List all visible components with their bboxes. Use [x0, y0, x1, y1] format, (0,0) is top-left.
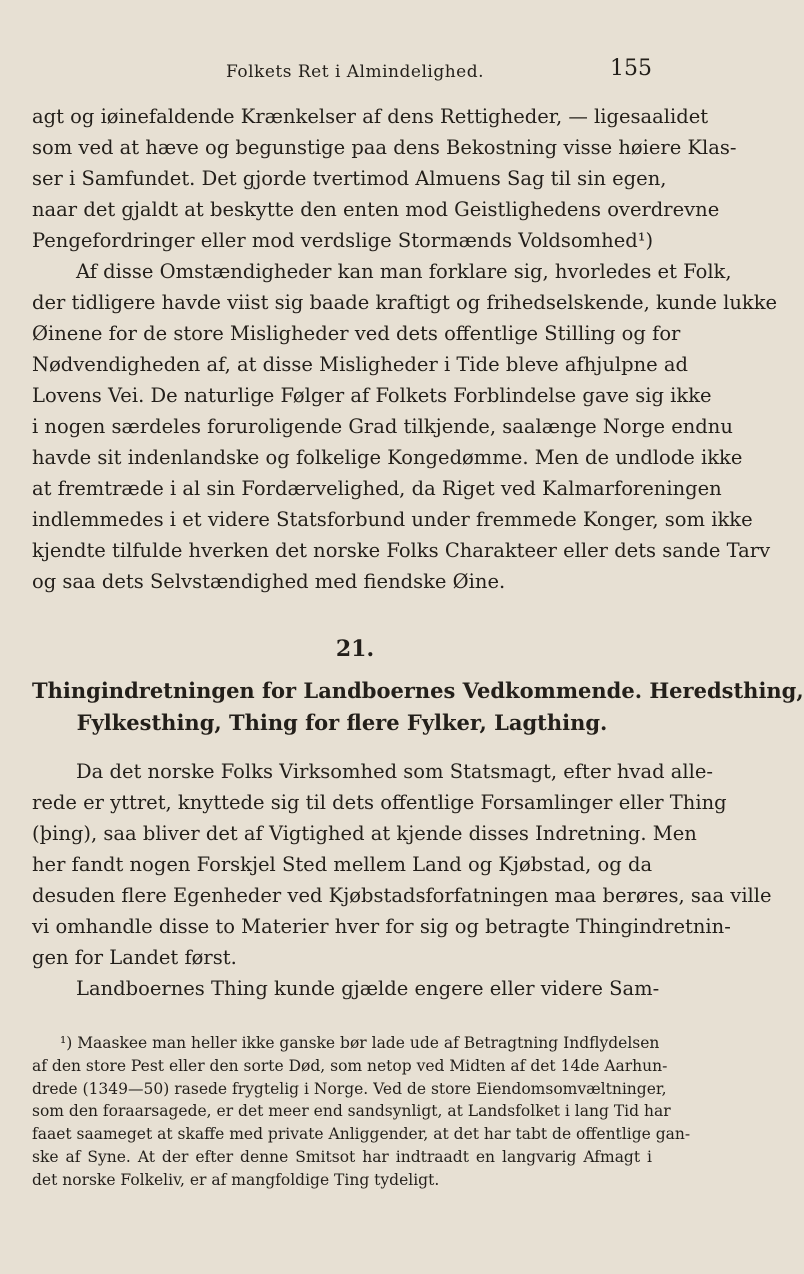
text-line: og saa dets Selvstændighed med fiendske Øine. [32, 570, 506, 593]
text-line: i nogen særdeles foruroligende Grad tilkjende, saalænge Norge endnu [32, 415, 733, 438]
text-line: vi omhandle disse to Materier hver for sig og betragte Thingindretnin- [32, 915, 731, 938]
footnote-line: ¹) Maaskee man heller ikke ganske bør lade ude af Betragtning Indflydelsen [60, 1034, 660, 1052]
text-line: ser i Samfundet. Det gjorde tvertimod Almuens Sag til sin egen, [32, 167, 667, 190]
text-line: (þing), saa bliver det af Vigtighed at kjende disses Indretning. Men [32, 822, 697, 845]
footnote-line: af den store Pest eller den sorte Død, som netop ved Midten af det 14de Aarhun- [32, 1056, 668, 1075]
text-line: der tidligere havde viist sig baade kraftigt og frihedselskende, kunde lukke [32, 291, 778, 314]
footnote-line: faaet saameget at skaffe med private Anliggender, at det har tabt de offentlige gan- [32, 1125, 691, 1144]
footnote-line: det norske Folkeliv, er af mangfoldige Ting tydeligt. [32, 1170, 440, 1189]
text-line: Da det norske Folks Virksomhed som Statsmagt, efter hvad alle- [76, 760, 713, 783]
page-header [0, 56, 710, 90]
section-title [32, 675, 804, 739]
text-line: Nødvendigheden af, at disse Misligheder i Tide bleve afhjulpne ad [32, 353, 689, 376]
text-line: som ved at hæve og begunstige paa dens Bekostning visse høiere Klas- [32, 136, 737, 159]
footnote-line: som den foraarsagede, er det meer end sandsynligt, at Landsfolket i lang Tid har [32, 1102, 671, 1121]
body-text [32, 101, 778, 597]
text-line: desuden flere Egenheder ved Kjøbstadsforfatningen maa berøres, saa ville [32, 884, 772, 907]
text-line: havde sit indenlandske og folkelige Kongedømme. Men de undlode ikke [32, 446, 743, 469]
page-number: 155 [610, 56, 652, 81]
section-title-line: Thingindretningen for Landboernes Vedkommende. Heredsthing, [32, 678, 804, 703]
text-line: Landboernes Thing kunde gjælde engere eller videre Sam- [76, 977, 660, 1000]
text-line: indlemmedes i et videre Statsforbund under fremmede Konger, som ikke [32, 508, 753, 531]
section-body-text [32, 756, 772, 1004]
text-line: agt og iøinefaldende Krænkelser af dens Rettigheder, — ligesaalidet [32, 105, 709, 128]
text-line: Af disse Omstændigheder kan man forklare sig, hvorledes et Folk, [76, 260, 732, 283]
text-line: kjendte tilfulde hverken det norske Folks Charakteer eller dets sande Tarv [32, 539, 771, 562]
text-line: rede er yttret, knyttede sig til dets offentlige Forsamlinger eller Thing [32, 791, 727, 814]
section-number: 21. [335, 636, 375, 662]
text-line: gen for Landet først. [32, 946, 237, 969]
footnote-line: ske af Syne. At der efter denne Smitsot har indtraadt en langvarig Afmagt i [32, 1147, 652, 1166]
running-title: Folkets Ret i Almindelighed. [225, 62, 484, 82]
text-line: Pengefordringer eller mod verdslige Stormænds Voldsomhed¹) [32, 229, 654, 252]
text-line: Øinene for de store Misligheder ved dets offentlige Stilling og for [32, 322, 681, 345]
text-line: at fremtræde i al sin Fordærvelighed, da Riget ved Kalmarforeningen [32, 477, 722, 500]
text-line: Lovens Vei. De naturlige Følger af Folkets Forblindelse gave sig ikke [32, 384, 712, 407]
section-title-line: Fylkesthing, Thing for flere Fylker, Lagthing. [76, 710, 608, 735]
footnotes [32, 1032, 691, 1192]
footnote-line: drede (1349—50) rasede frygtelig i Norge. Ved de store Eiendomsomvæltninger, [32, 1079, 667, 1098]
text-line: naar det gjaldt at beskytte den enten mod Geistlighedens overdrevne [32, 198, 720, 221]
text-line: her fandt nogen Forskjel Sted mellem Land og Kjøbstad, og da [32, 853, 653, 876]
